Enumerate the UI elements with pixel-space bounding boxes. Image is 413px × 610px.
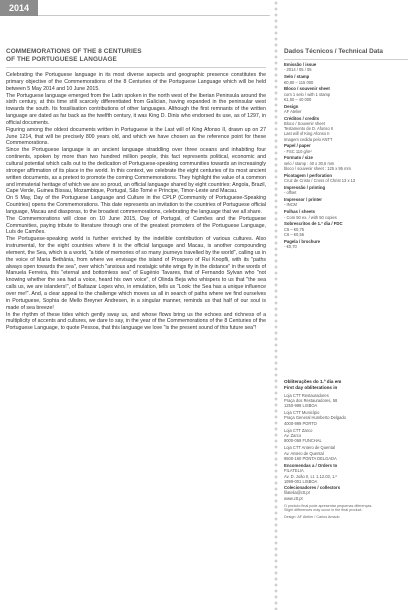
spec-item bbox=[284, 86, 408, 102]
shop-address-line: 9000-069 FUNCHAL bbox=[284, 438, 322, 444]
technical-data bbox=[284, 48, 408, 251]
spec-label: Design bbox=[284, 103, 299, 109]
disclaimer-en: Slight differences may occur in the final product. bbox=[284, 508, 363, 513]
spec-value: AF Atelier bbox=[284, 108, 302, 114]
spec-item bbox=[284, 74, 408, 85]
spec-value: Cruz de Cristo / Cross of Christ 13 x 13 bbox=[284, 178, 356, 184]
first-day-heading bbox=[284, 379, 408, 391]
article-title bbox=[6, 48, 266, 64]
title-underline bbox=[6, 67, 266, 68]
shop-address-line: Av. Antero de Quental bbox=[284, 450, 324, 456]
design-credit: Design: AF Atelier / Carlos Amado bbox=[284, 515, 340, 520]
spec-value: - €0,70 bbox=[284, 243, 297, 249]
first-day-heading-en: First day obliterations in bbox=[284, 384, 338, 390]
orders-line: FILATELIA bbox=[284, 468, 304, 474]
shop-entry bbox=[284, 393, 408, 409]
shop-address-line: 1250-998 LISBOA bbox=[284, 403, 318, 408]
collectors-contact bbox=[284, 490, 408, 500]
issue-year: 2014 bbox=[8, 3, 30, 13]
article-paragraph: Since the Portuguese language is an ancient language straddling over three oceans and inhabiting four continents, spoken by more than two hundred million people, this fact represents political, economic and cultural potential which calls out to the dedication of Portuguese-speaking communities towards an increasingly stronger affirmation of its place in the world. In this context, we celebrate the eight centuries of its most ancient written documents, as a pretext to promote the coming Commemorations. They highlight the value of a common and immaterial heritage of which we are so proud, an official language shared by eight countries: Angola, Brazil, Cape Verde, Guinea Bissau, Mozambique, Portugal, São Tomé e Príncipe, Timor-Leste and Macau. bbox=[6, 147, 266, 195]
technical-data-underline bbox=[284, 59, 408, 60]
spec-item bbox=[284, 185, 408, 196]
orders-address bbox=[284, 468, 408, 484]
perforation-divider bbox=[271, 0, 281, 610]
spec-item bbox=[284, 173, 408, 184]
spec-value: - offset bbox=[284, 190, 297, 196]
spec-value: - 2014 / 05 / 05 bbox=[284, 67, 312, 73]
shop-address-line: 4000-999 PORTO bbox=[284, 420, 317, 426]
shop-address-line: Praça General Humberto Delgado bbox=[284, 415, 346, 421]
article-paragraph: Figuring among the oldest documents written in Portuguese is the Last will of King Afonso II, drawn up on 27 June 1214, that will be precisely 800 years old, and which we have chosen as the reference point for these Commemorations. bbox=[6, 126, 266, 147]
spec-item bbox=[284, 197, 408, 208]
spec-value: Bloco / Souvenir sheet Testamento de D. Afonso II Last will of King Afonso II Imagem cedida pelo ANTT bbox=[284, 121, 334, 142]
shop-name: Loja CTT Restauradores bbox=[284, 392, 329, 398]
spec-value: com 1 selo / with 1 stamp €1,50 – 40 000 bbox=[284, 91, 331, 102]
spec-item bbox=[284, 239, 408, 250]
spec-value: - Com 50 ex. / with 50 copies bbox=[284, 214, 337, 220]
spec-label: Créditos / credits bbox=[284, 115, 320, 121]
spec-label: Folhas / sheets bbox=[284, 209, 316, 215]
spec-label: Pagela / brochure bbox=[284, 238, 321, 244]
sales-info bbox=[284, 379, 408, 520]
collectors-email[interactable]: filatelia@ctt.pt bbox=[284, 490, 310, 496]
shop-address-line: 9500-160 PONTA DELGADA bbox=[284, 455, 337, 461]
article-paragraph: Celebrating the Portuguese language in its most diverse aspects and geographic presence constitutes the primary objective of the Commemorations of the 8 Centuries of the Portuguese Language which will be held between 5 May 2014 and 10 June 2015. bbox=[6, 72, 266, 92]
shop-list bbox=[284, 393, 408, 461]
year-header-bar bbox=[0, 0, 413, 16]
shop-entry bbox=[284, 445, 408, 461]
technical-data-title: Dados Técnicos / Technical Data bbox=[284, 48, 383, 55]
spec-value: C5 – €0,75 C6 – €0,56 bbox=[284, 226, 305, 237]
orders-heading: Encomendas a / Orders to bbox=[284, 463, 338, 469]
first-day-heading-pt: Obliterações do 1.º dia em bbox=[284, 379, 342, 384]
orders-line: 1999-001 LISBOA bbox=[284, 478, 318, 484]
spec-item bbox=[284, 155, 408, 171]
disclaimer bbox=[284, 504, 408, 513]
shop-name: Loja CTT Zarco bbox=[284, 427, 313, 433]
spec-label: Impressão / printing bbox=[284, 184, 326, 190]
article-paragraph: The Commemorations will close on 10 June 2015, Day of Portugal, of Camões and the Portuguese Communities, paying tribute to literature through one of the greatest promoters of the Portuguese Language, Luís de Camões. bbox=[6, 215, 266, 236]
spec-item bbox=[284, 116, 408, 142]
shop-address-line: Praça dos Restauradores, 58 bbox=[284, 397, 338, 403]
collectors-heading: Colecionadores / collectors bbox=[284, 485, 341, 491]
shop-name: Loja CTT Antero de Quental bbox=[284, 445, 335, 451]
spec-label: Picotagem / perforation bbox=[284, 172, 332, 178]
spec-item bbox=[284, 209, 408, 220]
spec-label: Formato / size bbox=[284, 155, 313, 161]
article-paragraph: In the rhythm of these tides which gently sway us, and whose flows bring us the echoes and richness of a multiplicity of accents and cultures, we dare to say, in the year of the Commemorations of the 8 Centuries of the Portuguese Language, to quote Pessoa, that this language we love "is the present sound of this future sea"! bbox=[6, 311, 266, 332]
spec-label: Papel / paper bbox=[284, 143, 311, 149]
spec-item bbox=[284, 104, 408, 115]
shop-address-line: Av. Zarco bbox=[284, 433, 302, 439]
article-paragraph: The Portuguese language emerged from the Latin spoken in the north west of the Iberian Peninsula around the sixth century, at this time still scarcely differentiated from Galician, having expanded in the peninsular west towards the south. Its fossilisation contributions of other languages. Although the first remnants of the written language are dated as far back as the twelfth century, it was King D. Dinis who endorsed its use, as of 1297, in official documents. bbox=[6, 92, 266, 126]
spec-label: Bloco / souvenir sheet bbox=[284, 86, 330, 92]
spec-value: - INCM bbox=[284, 202, 297, 208]
article bbox=[6, 48, 266, 604]
spec-label: Impressor / printer bbox=[284, 197, 322, 202]
article-paragraph: On 5 May, Day of the Portuguese Language and Culture in the CPLP (Community of Portuguese-Speaking Countries) opens the Commemorations. This date represents an invitation to the countries of Portuguese official language, Macau and diasporas, to the broadest commemorations, celebrating the language that we all share. bbox=[6, 195, 266, 215]
spec-value: €0,80 – 115 000 bbox=[284, 79, 314, 85]
article-paragraph: The Portuguese-speaking world is further enriched by the indelible contribution of various cultures. Also instrumental, for the eight countries where it is the official language and Macau, is another compounding element, the Sea, which is a world, "a tide of memories of so many journeys travelled by the world", calling us in the voice of Maria Bethânia, from where we envisage the island of Prospero of Rui Knopfli, with its "paths always open towards the sea", over which "anxious and nostalgic white wings fly in the distance" in the words of Manuela Ferreira, this "eternal and bottomless sea" of Eugénio Tavares, that of Fernando Sylvan who "not knowing whether the sea had a voice, heard his own voice", of Olinda Beja who whispers to us that "the sea calls us, we are islanders!", of Baltazar Lopes who, in emulation, tells us "Look: the Sea has a unique influence over me!". And, a clear appeal to the challenge which moves us all in search of paths where we find ourselves in Portuguese, Sophia de Mello Breyner Andresen, in a singular manner, reminds us that half of our soul is made of sea breeze! bbox=[6, 236, 266, 311]
spec-item bbox=[284, 143, 408, 154]
shop-entry bbox=[284, 428, 408, 444]
disclaimer-pt: O produto final pode apresentar pequenas diferenças. bbox=[284, 503, 373, 508]
spec-value: selo / stamp : 40 x 30,6 mm bloco / souvenir sheet : 125 x 95 mm bbox=[284, 160, 351, 172]
spec-item bbox=[284, 62, 408, 73]
collectors-website[interactable]: www.ctt.pt bbox=[284, 495, 303, 501]
spec-label: Sobrescritos de 1.º dia / FDC bbox=[284, 221, 343, 227]
spec-label: Emissão / issue bbox=[284, 62, 317, 67]
spec-label: Selo / stamp bbox=[284, 74, 310, 80]
shop-entry bbox=[284, 410, 408, 426]
spec-value: - FSC 110 g/m² bbox=[284, 148, 312, 154]
spec-list bbox=[284, 62, 408, 249]
article-title-line-1: COMMEMORATIONS OF THE 8 CENTURIES bbox=[6, 48, 142, 55]
shop-name: Loja CTT Município bbox=[284, 410, 320, 416]
article-title-line-2: OF THE PORTUGUESE LANGUAGE bbox=[6, 56, 117, 63]
orders-line: Av. D. João II, Lt. 1.12.03, 1.º bbox=[284, 473, 338, 479]
article-body bbox=[6, 72, 266, 332]
spec-item bbox=[284, 221, 408, 237]
header-divider bbox=[38, 15, 270, 16]
